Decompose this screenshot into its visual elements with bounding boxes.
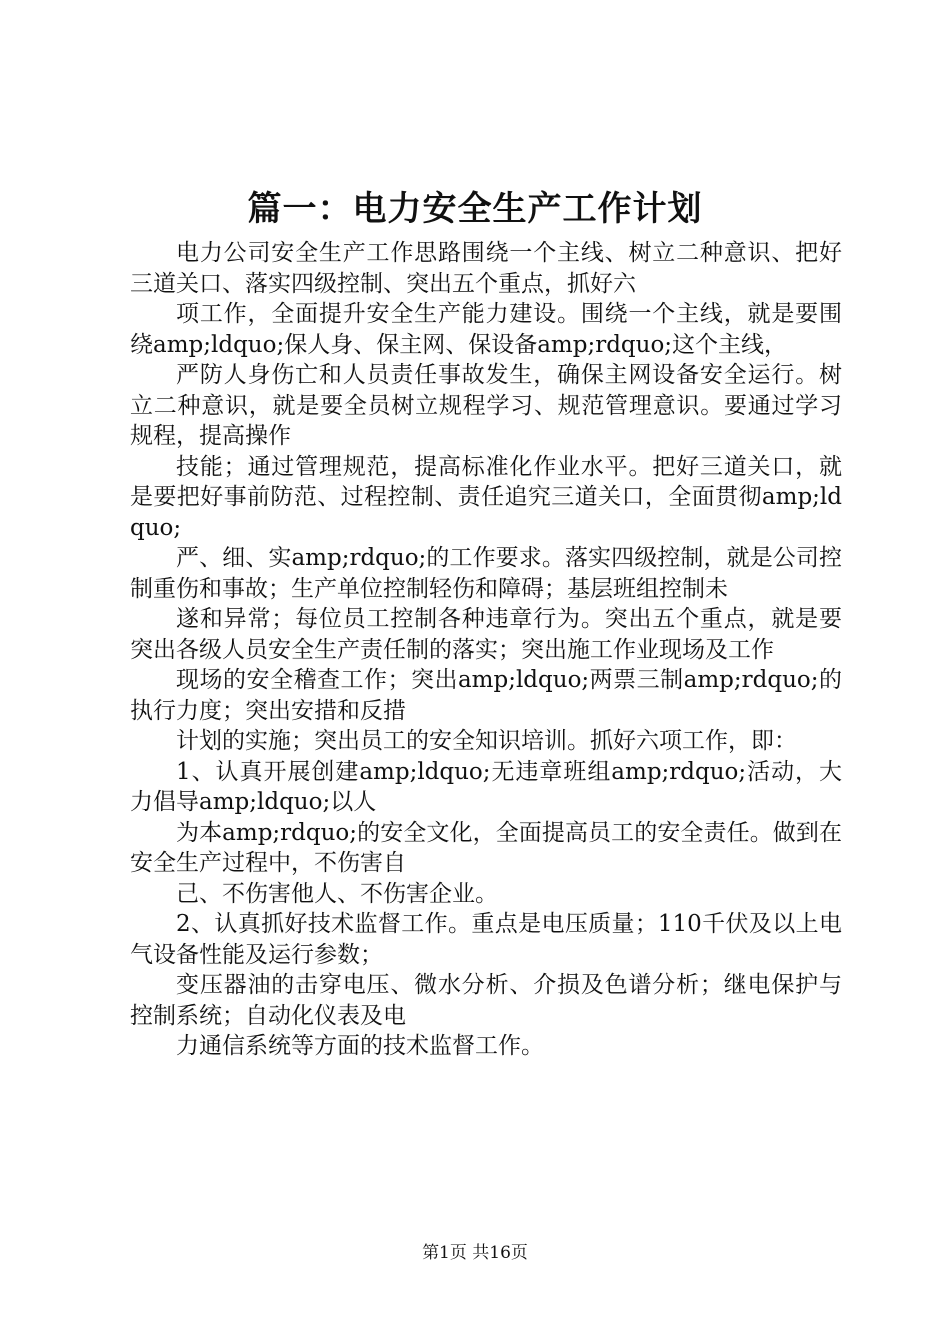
paragraph: 己、不伤害他人、不伤害企业。 bbox=[176, 880, 498, 907]
document-body bbox=[130, 238, 842, 1062]
paragraph: 1、认真开展创建amp;ldquo;无违章班组amp;rdquo;活动，大力倡导amp;ldquo;以人 bbox=[130, 758, 842, 815]
paragraph: 项工作，全面提升安全生产能力建设。围绕一个主线，就是要围绕amp;ldquo;保人身、保主网、保设备amp;rdquo;这个主线， bbox=[130, 301, 842, 358]
paragraph: 计划的实施；突出员工的安全知识培训。抓好六项工作，即： bbox=[176, 728, 797, 754]
paragraph: 技能；通过管理规范，提高标准化作业水平。把好三道关口，就是要把好事前防范、过程控制、责任追究三道关口，全面贯彻amp;ldquo; bbox=[130, 453, 842, 541]
paragraph: 遂和异常；每位员工控制各种违章行为。突出五个重点，就是要突出各级人员安全生产责任制的落实；突出施工作业现场及工作 bbox=[130, 606, 842, 663]
paragraph: 现场的安全稽查工作；突出amp;ldquo;两票三制amp;rdquo;的执行力度；突出安措和反措 bbox=[130, 667, 842, 724]
paragraph: 电力公司安全生产工作思路围绕一个主线、树立二种意识、把好三道关口、落实四级控制、突出五个重点，抓好六 bbox=[130, 240, 842, 297]
paragraph: 严、细、实amp;rdquo;的工作要求。落实四级控制，就是公司控制重伤和事故；生产单位控制轻伤和障碍；基层班组控制未 bbox=[130, 545, 842, 602]
document-title: 篇一：电力安全生产工作计划 bbox=[247, 189, 703, 229]
paragraph: 2、认真抓好技术监督工作。重点是电压质量；110千伏及以上电气设备性能及运行参数； bbox=[130, 911, 842, 968]
paragraph: 力通信系统等方面的技术监督工作。 bbox=[176, 1033, 544, 1059]
paragraph: 为本amp;rdquo;的安全文化，全面提高员工的安全责任。做到在安全生产过程中，不伤害自 bbox=[130, 819, 842, 876]
page-number-footer: 第1页 共16页 bbox=[422, 1243, 528, 1263]
paragraph: 变压器油的击穿电压、微水分析、介损及色谱分析；继电保护与控制系统；自动化仪表及电 bbox=[130, 972, 842, 1029]
paragraph: 严防人身伤亡和人员责任事故发生，确保主网设备安全运行。树立二种意识，就是要全员树立规程学习、规范管理意识。要通过学习规程，提高操作 bbox=[130, 362, 842, 449]
